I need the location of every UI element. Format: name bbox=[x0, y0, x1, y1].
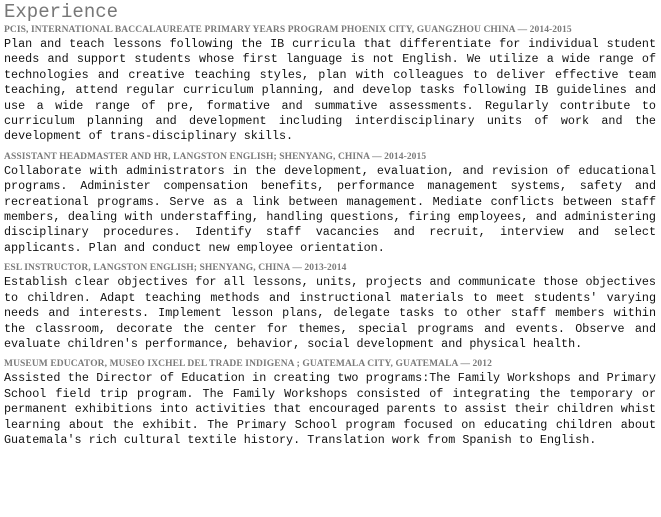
job-entry bbox=[4, 358, 656, 448]
job-heading: ASSISTANT HEADMASTER AND HR, LANGSTON ENGLISH; SHENYANG, CHINA — 2014-2015 bbox=[4, 151, 427, 162]
job-heading: PCIS, INTERNATIONAL BACCALAUREATE PRIMARY YEARS PROGRAM PHOENIX CITY, GUANGZHOU CHINA — 2014-2015 bbox=[4, 25, 572, 35]
job-description: Collaborate with administrators in the development, evaluation, and revision of educational programs. Administer compensation benefits, performance management systems, safety and recreational programs. Serve as a link between management. Mediate conflicts between staff members, dealing with understaffing, handling questions, firing employees, and administering disciplinary procedures. Identify staff vacancies and recruit, interview and select applicants. Plan and conduct new employee orientation. bbox=[4, 163, 656, 255]
job-entry bbox=[4, 151, 656, 256]
experience-section bbox=[4, 0, 656, 448]
section-title: Experience bbox=[4, 1, 119, 23]
job-entry bbox=[4, 24, 656, 145]
job-description: Assisted the Director of Education in creating two programs:The Family Workshops and Primary School field trip program. The Family Workshops consisted of integrating the temporary or permanent exhibitions into activities that encouraged parents to assist their children whist learning about the exhibit. The Primary School program focused on educating children about Guatemala's rich cultural textile history. Translation work from Spanish to English. bbox=[4, 371, 656, 447]
job-heading: ESL INSTRUCTOR, LANGSTON ENGLISH; SHENYANG, CHINA — 2013-2014 bbox=[4, 263, 347, 274]
job-description: Establish clear objectives for all lessons, units, projects and communicate those objectives to children. Adapt teaching methods and instructional materials to meet students' varying needs and interests. Implement lesson plans, delegate tasks to other staff members within the classroom, decorate the center for themes, special programs and events. Observe and evaluate children's performance, behavior, social development and physical health. bbox=[4, 275, 656, 351]
job-entry bbox=[4, 262, 656, 352]
job-heading: MUSEUM EDUCATOR, MUSEO IXCHEL DEL TRADE INDIGENA ; GUATEMALA CITY, GUATEMALA — 2012 bbox=[4, 359, 492, 370]
job-description: Plan and teach lessons following the IB curricula that differentiate for individual student needs and support students whose first language is not English. We utilize a wide range of technologies and creative teaching styles, plan with colleagues to deliver effective team teaching, attend regular curriculum planning, and develop tasks following IB guidelines and use a wide range of pre, formative and summative assessments. Regularly contribute to curriculum planning and development including interdisciplinary units of work and the development of trans-disciplinary skills. bbox=[4, 37, 656, 144]
